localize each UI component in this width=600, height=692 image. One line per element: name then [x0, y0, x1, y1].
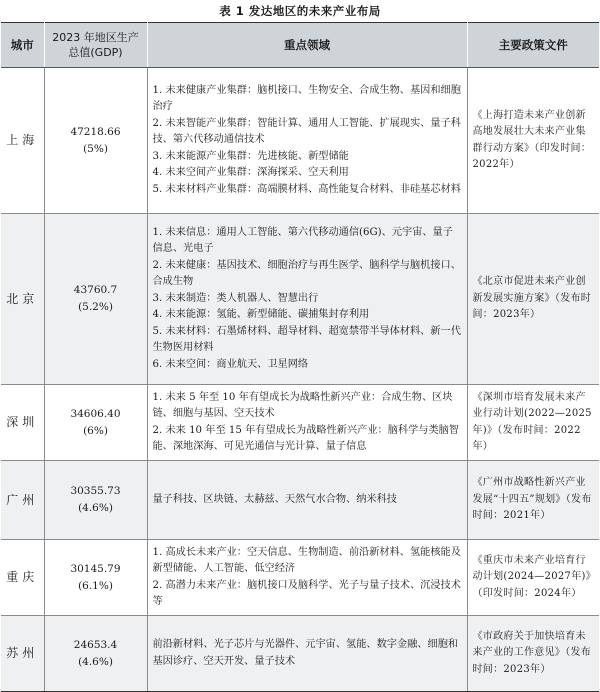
policy-cell: 《上海打造未来产业创新高地发展壮大未来产业集群行动方案》（印发时间：2022年）	[467, 68, 599, 214]
gdp-cell: 30145.79 (6.1%)	[44, 540, 147, 616]
header-row	[1, 23, 599, 68]
industry-table	[1, 22, 599, 692]
gdp-cell: 34606.40 (6%)	[44, 385, 147, 461]
table-row	[1, 214, 599, 385]
table-row	[1, 385, 599, 461]
header-focus: 重点领域	[147, 23, 467, 68]
policy-cell: 《市政府关于加快培育未来产业的工作意见》（发布时间：2023年）	[467, 616, 599, 692]
policy-cell: 《重庆市未来产业培育行动计划(2024—2027年)》（印发时间：2024年）	[467, 540, 599, 616]
city-cell: 上海	[1, 68, 44, 214]
header-policy: 主要政策文件	[467, 23, 599, 68]
gdp-cell: 43760.7 (5.2%)	[44, 214, 147, 385]
policy-cell: 《北京市促进未来产业创新发展实施方案》（发布时间：2023年）	[467, 214, 599, 385]
focus-cell: 前沿新材料、光子芯片与光器件、元宇宙、氢能、数字金融、细胞和基因诊疗、空天开发、量子技术	[147, 616, 467, 692]
city-cell: 苏州	[1, 616, 44, 692]
focus-cell: 1. 未来信息：通用人工智能、第六代移动通信(6G)、元宇宙、量子信息、光电子 2. 未来健康：基因技术、细胞治疗与再生医学、脑科学与脑机接口、合成生物 3. 未来制造：类人机器人、智慧出行 4. 未来能源：氢能、新型储能、碳捕集封存利用 5. 未来材料：石墨烯材料、超导材料、超宽禁带半导体材料、新一代生物医用材料 6. 未来空间：商业航天、卫星网络	[147, 214, 467, 385]
table-row	[1, 616, 599, 692]
policy-cell: 《广州市战略性新兴产业发展“十四五”规划》（发布时间：2021年）	[467, 461, 599, 540]
table-row	[1, 461, 599, 540]
header-city: 城市	[1, 23, 44, 68]
gdp-cell: 24653.4 (4.6%)	[44, 616, 147, 692]
table-row	[1, 68, 599, 214]
gdp-cell: 30355.73 (4.6%)	[44, 461, 147, 540]
focus-cell: 1. 未来 5 年至 10 年有望成长为战略性新兴产业：合成生物、区块链、细胞与基因、空天技术 2. 未来 10 年至 15 年有望成长为战略性新兴产业：脑科学与类脑智能、深地深海、可见光通信与光计算、量子信息	[147, 385, 467, 461]
city-cell: 重庆	[1, 540, 44, 616]
city-cell: 北京	[1, 214, 44, 385]
header-gdp: 2023 年地区生产 总值(GDP)	[44, 23, 147, 68]
focus-cell: 量子科技、区块链、太赫兹、天然气水合物、纳米科技	[147, 461, 467, 540]
policy-cell: 《深圳市培育发展未来产业行动计划(2022—2025年)》（发布时间：2022年）	[467, 385, 599, 461]
table-caption: 表 1 发达地区的未来产业布局	[219, 4, 381, 18]
focus-cell: 1. 高成长未来产业：空天信息、生物制造、前沿新材料、氢能核能及新型储能、人工智能、低空经济 2. 高潜力未来产业：脑机接口及脑科学、光子与量子技术、沉浸技术等	[147, 540, 467, 616]
city-cell: 深圳	[1, 385, 44, 461]
city-cell: 广州	[1, 461, 44, 540]
table-row	[1, 540, 599, 616]
focus-cell: 1. 未来健康产业集群：脑机接口、生物安全、合成生物、基因和细胞治疗 2. 未来智能产业集群：智能计算、通用人工智能、扩展现实、量子科技、第六代移动通信技术 3. 未来能源产业集群：先进核能、新型储能 4. 未来空间产业集群：深海探采、空天利用 5. 未来材料产业集群：高端膜材料、高性能复合材料、非硅基芯材料	[147, 68, 467, 214]
gdp-cell: 47218.66 (5%)	[44, 68, 147, 214]
